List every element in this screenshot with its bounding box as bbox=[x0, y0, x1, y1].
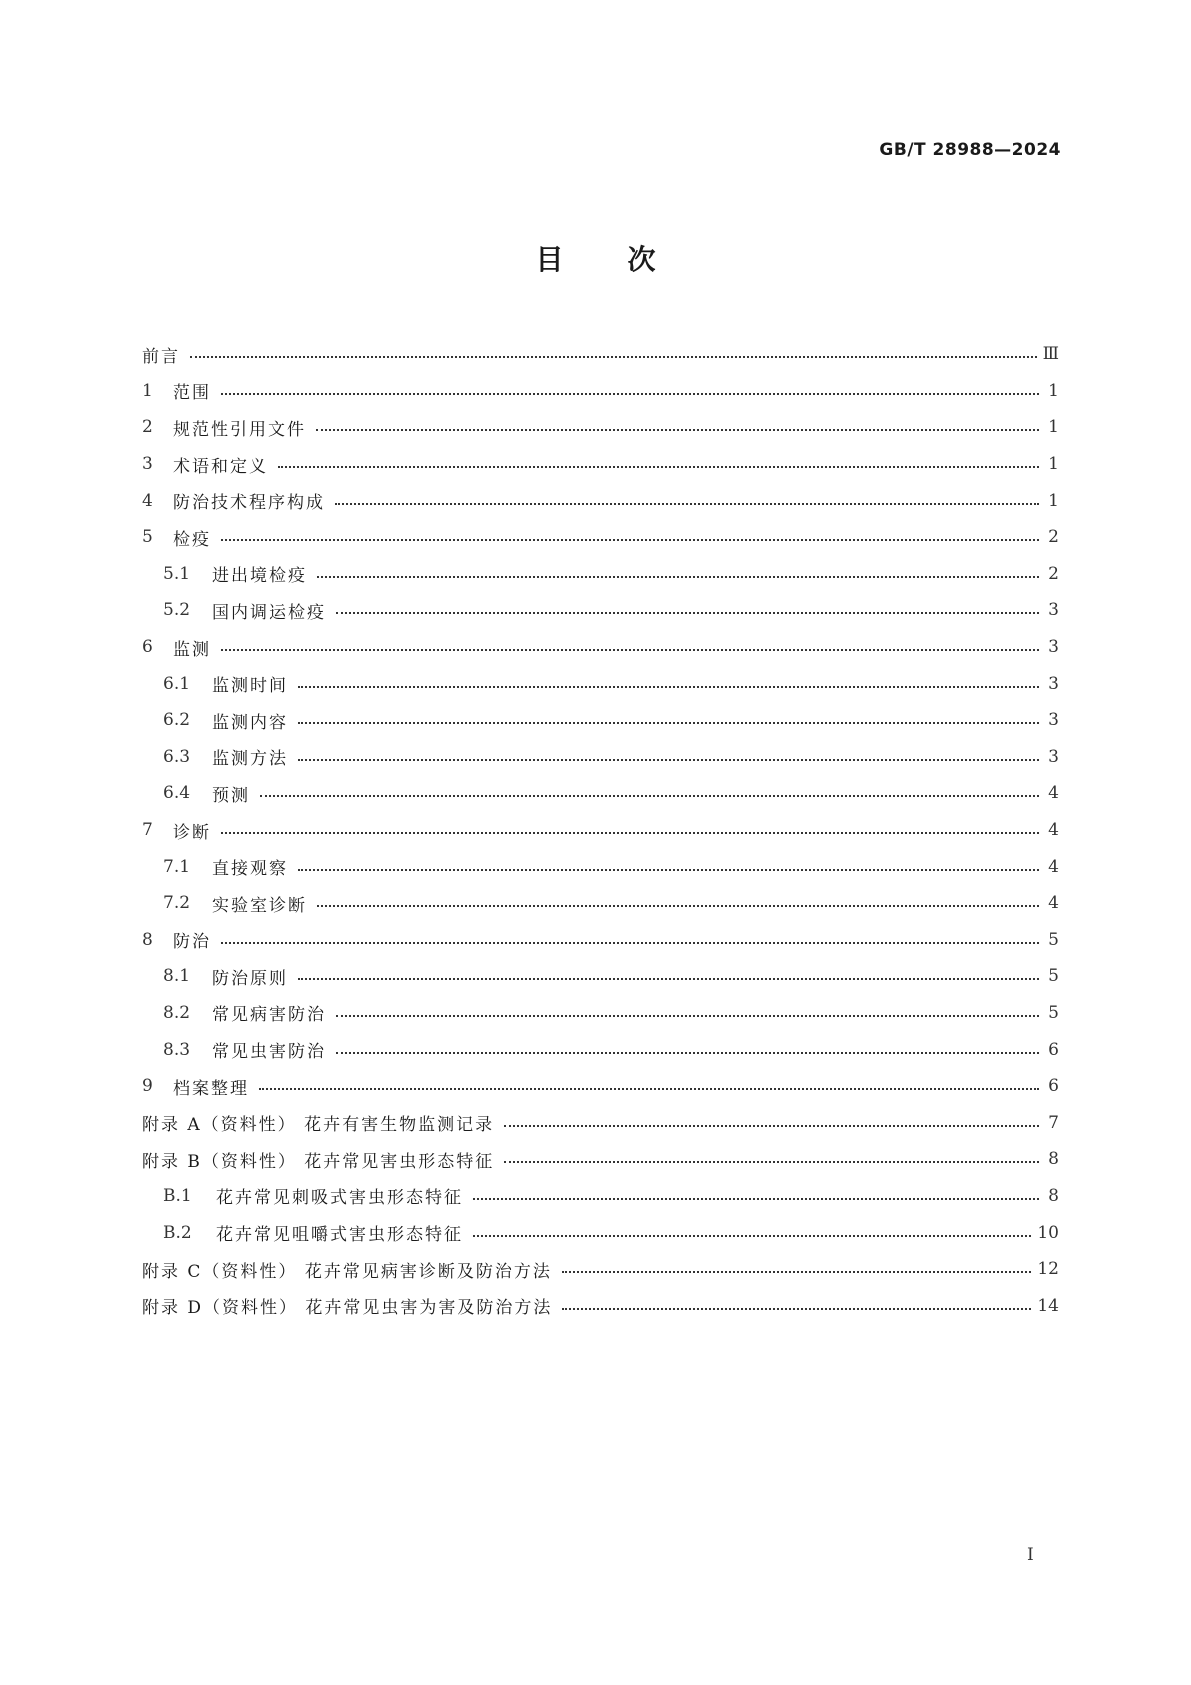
toc-leader-dots bbox=[190, 356, 1037, 358]
toc-entry-number: 6.1 bbox=[163, 673, 191, 694]
toc-entry-page: 5 bbox=[1048, 1002, 1059, 1023]
toc-entry-3[interactable] bbox=[142, 446, 1059, 483]
toc-entry-number: 6 bbox=[142, 637, 153, 658]
toc-entry-2[interactable] bbox=[142, 409, 1059, 446]
toc-entry-number: 7 bbox=[142, 820, 153, 841]
toc-entry-page: 4 bbox=[1048, 856, 1059, 877]
toc-entry-page: 5 bbox=[1048, 966, 1059, 987]
toc-entry-5[interactable] bbox=[142, 519, 1059, 556]
toc-entry-page: 3 bbox=[1048, 673, 1059, 694]
toc-entry-label: 前言 bbox=[142, 346, 180, 367]
toc-entry-page: 4 bbox=[1048, 783, 1059, 804]
toc-entry-label: 监测 bbox=[173, 639, 211, 660]
toc-entry-page: 1 bbox=[1048, 417, 1059, 438]
toc-entry-page: 6 bbox=[1048, 1076, 1059, 1097]
toc-leader-dots bbox=[221, 832, 1039, 834]
toc-entry-label: 附录 B（资料性） 花卉常见害虫形态特征 bbox=[142, 1151, 495, 1172]
toc-entry-6[interactable] bbox=[142, 629, 1059, 666]
toc-entry-label: 监测内容 bbox=[212, 712, 288, 733]
toc-entry-label: 常见虫害防治 bbox=[212, 1042, 326, 1063]
toc-leader-dots bbox=[298, 978, 1039, 980]
toc-entry-appendix-a[interactable] bbox=[142, 1104, 1059, 1141]
toc-entry-label: 诊断 bbox=[173, 822, 211, 843]
toc-entry-number: B.1 bbox=[163, 1185, 192, 1206]
toc-entry-number: 9 bbox=[142, 1076, 153, 1097]
page-number: I bbox=[1027, 1545, 1034, 1565]
toc-leader-dots bbox=[298, 759, 1039, 761]
toc-entry-6-2[interactable] bbox=[142, 702, 1059, 739]
toc-entry-page: 14 bbox=[1037, 1295, 1059, 1316]
toc-entry-4[interactable] bbox=[142, 482, 1059, 519]
toc-entry-page: 1 bbox=[1048, 380, 1059, 401]
toc-leader-dots bbox=[316, 429, 1039, 431]
toc-entry-8-1[interactable] bbox=[142, 958, 1059, 995]
toc-leader-dots bbox=[260, 795, 1039, 797]
toc-entry-number: 2 bbox=[142, 417, 153, 438]
toc-entry-number: 8 bbox=[142, 929, 153, 950]
toc-entry-number: 7.1 bbox=[163, 856, 191, 877]
toc-entry-label: 档案整理 bbox=[173, 1078, 249, 1099]
toc-entry-appendix-c[interactable] bbox=[142, 1251, 1059, 1288]
toc-entry-preface[interactable] bbox=[142, 336, 1059, 373]
toc-entry-page: 8 bbox=[1048, 1185, 1059, 1206]
toc-leader-dots bbox=[298, 686, 1039, 688]
toc-entry-label: 规范性引用文件 bbox=[173, 419, 306, 440]
toc-entry-5-1[interactable] bbox=[142, 556, 1059, 593]
toc-entry-number: B.2 bbox=[163, 1222, 192, 1243]
toc-entry-6-3[interactable] bbox=[142, 739, 1059, 776]
toc-entry-number: 1 bbox=[142, 380, 153, 401]
toc-entry-page: 4 bbox=[1048, 820, 1059, 841]
toc-entry-page: 3 bbox=[1048, 746, 1059, 767]
toc-leader-dots bbox=[336, 1052, 1039, 1054]
toc-leader-dots bbox=[278, 466, 1039, 468]
toc-leader-dots bbox=[298, 722, 1039, 724]
toc-entry-label: 花卉常见咀嚼式害虫形态特征 bbox=[216, 1225, 463, 1246]
page-title-char-2: 次 bbox=[627, 243, 656, 276]
toc-entry-label: 直接观察 bbox=[212, 859, 288, 880]
toc-entry-page: 4 bbox=[1048, 893, 1059, 914]
toc-entry-number: 8.1 bbox=[163, 966, 191, 987]
toc-leader-dots bbox=[336, 1015, 1039, 1017]
table-of-contents bbox=[142, 336, 1059, 1324]
toc-entry-page: 2 bbox=[1048, 563, 1059, 584]
toc-entry-label: 进出境检疫 bbox=[212, 566, 307, 587]
toc-entry-number: 5.1 bbox=[163, 563, 191, 584]
toc-entry-label: 检疫 bbox=[173, 529, 211, 550]
toc-leader-dots bbox=[317, 576, 1039, 578]
toc-entry-page: 5 bbox=[1048, 929, 1059, 950]
toc-leader-dots bbox=[317, 905, 1039, 907]
toc-entry-label: 术语和定义 bbox=[173, 456, 268, 477]
toc-leader-dots bbox=[259, 1088, 1039, 1090]
toc-leader-dots bbox=[221, 649, 1039, 651]
toc-leader-dots bbox=[473, 1235, 1031, 1237]
toc-entry-b-1[interactable] bbox=[142, 1178, 1059, 1215]
toc-entry-8[interactable] bbox=[142, 922, 1059, 959]
toc-entry-b-2[interactable] bbox=[142, 1214, 1059, 1251]
toc-entry-number: 7.2 bbox=[163, 893, 191, 914]
toc-entry-7[interactable] bbox=[142, 812, 1059, 849]
toc-entry-page: 3 bbox=[1048, 600, 1059, 621]
toc-entry-page: 1 bbox=[1048, 490, 1059, 511]
toc-entry-number: 6.4 bbox=[163, 783, 191, 804]
toc-entry-label: 监测时间 bbox=[212, 676, 288, 697]
toc-entry-page: 1 bbox=[1048, 454, 1059, 475]
toc-entry-number: 3 bbox=[142, 454, 153, 475]
toc-entry-page: 7 bbox=[1048, 1112, 1059, 1133]
toc-entry-6-4[interactable] bbox=[142, 775, 1059, 812]
toc-leader-dots bbox=[298, 869, 1039, 871]
toc-entry-9[interactable] bbox=[142, 1068, 1059, 1105]
toc-entry-page: Ⅲ bbox=[1042, 344, 1059, 365]
toc-entry-label: 附录 A（资料性） 花卉有害生物监测记录 bbox=[142, 1115, 495, 1136]
toc-entry-appendix-b[interactable] bbox=[142, 1141, 1059, 1178]
page-title-char-1: 目 bbox=[535, 243, 564, 276]
toc-leader-dots bbox=[562, 1271, 1032, 1273]
toc-entry-5-2[interactable] bbox=[142, 592, 1059, 629]
toc-entry-1[interactable] bbox=[142, 373, 1059, 410]
toc-entry-number: 5 bbox=[142, 527, 153, 548]
toc-leader-dots bbox=[336, 612, 1039, 614]
toc-entry-page: 10 bbox=[1037, 1222, 1059, 1243]
toc-entry-label: 国内调运检疫 bbox=[212, 602, 326, 623]
toc-leader-dots bbox=[335, 503, 1039, 505]
toc-entry-page: 8 bbox=[1048, 1149, 1059, 1170]
toc-entry-label: 防治原则 bbox=[212, 968, 288, 989]
toc-entry-label: 花卉常见刺吸式害虫形态特征 bbox=[216, 1188, 463, 1209]
toc-entry-number: 6.2 bbox=[163, 710, 191, 731]
toc-entry-label: 范围 bbox=[173, 383, 211, 404]
toc-entry-appendix-d[interactable] bbox=[142, 1287, 1059, 1324]
toc-entry-number: 5.2 bbox=[163, 600, 191, 621]
toc-leader-dots bbox=[221, 942, 1039, 944]
toc-entry-8-3[interactable] bbox=[142, 1031, 1059, 1068]
toc-entry-label: 常见病害防治 bbox=[212, 1005, 326, 1026]
toc-entry-label: 防治 bbox=[173, 932, 211, 953]
toc-entry-label: 预测 bbox=[212, 785, 250, 806]
toc-entry-7-1[interactable] bbox=[142, 848, 1059, 885]
toc-leader-dots bbox=[221, 393, 1039, 395]
toc-entry-label: 监测方法 bbox=[212, 749, 288, 770]
toc-leader-dots bbox=[473, 1198, 1039, 1200]
toc-entry-6-1[interactable] bbox=[142, 665, 1059, 702]
toc-entry-page: 6 bbox=[1048, 1039, 1059, 1060]
page-title bbox=[0, 238, 1191, 278]
standard-code: GB/T 28988—2024 bbox=[879, 140, 1061, 160]
toc-entry-label: 防治技术程序构成 bbox=[173, 493, 325, 514]
toc-entry-label: 实验室诊断 bbox=[212, 895, 307, 916]
toc-entry-page: 2 bbox=[1048, 527, 1059, 548]
toc-entry-7-2[interactable] bbox=[142, 885, 1059, 922]
toc-leader-dots bbox=[562, 1308, 1031, 1310]
toc-leader-dots bbox=[504, 1161, 1039, 1163]
toc-entry-label: 附录 D（资料性） 花卉常见虫害为害及防治方法 bbox=[142, 1298, 553, 1319]
toc-entry-label: 附录 C（资料性） 花卉常见病害诊断及防治方法 bbox=[142, 1261, 552, 1282]
toc-entry-number: 4 bbox=[142, 490, 153, 511]
toc-entry-page: 3 bbox=[1048, 710, 1059, 731]
toc-entry-number: 8.2 bbox=[163, 1002, 191, 1023]
toc-leader-dots bbox=[504, 1125, 1039, 1127]
toc-entry-page: 3 bbox=[1048, 637, 1059, 658]
toc-entry-page: 12 bbox=[1037, 1259, 1059, 1280]
toc-entry-number: 6.3 bbox=[163, 746, 191, 767]
toc-entry-8-2[interactable] bbox=[142, 995, 1059, 1032]
toc-entry-number: 8.3 bbox=[163, 1039, 191, 1060]
toc-leader-dots bbox=[221, 539, 1039, 541]
